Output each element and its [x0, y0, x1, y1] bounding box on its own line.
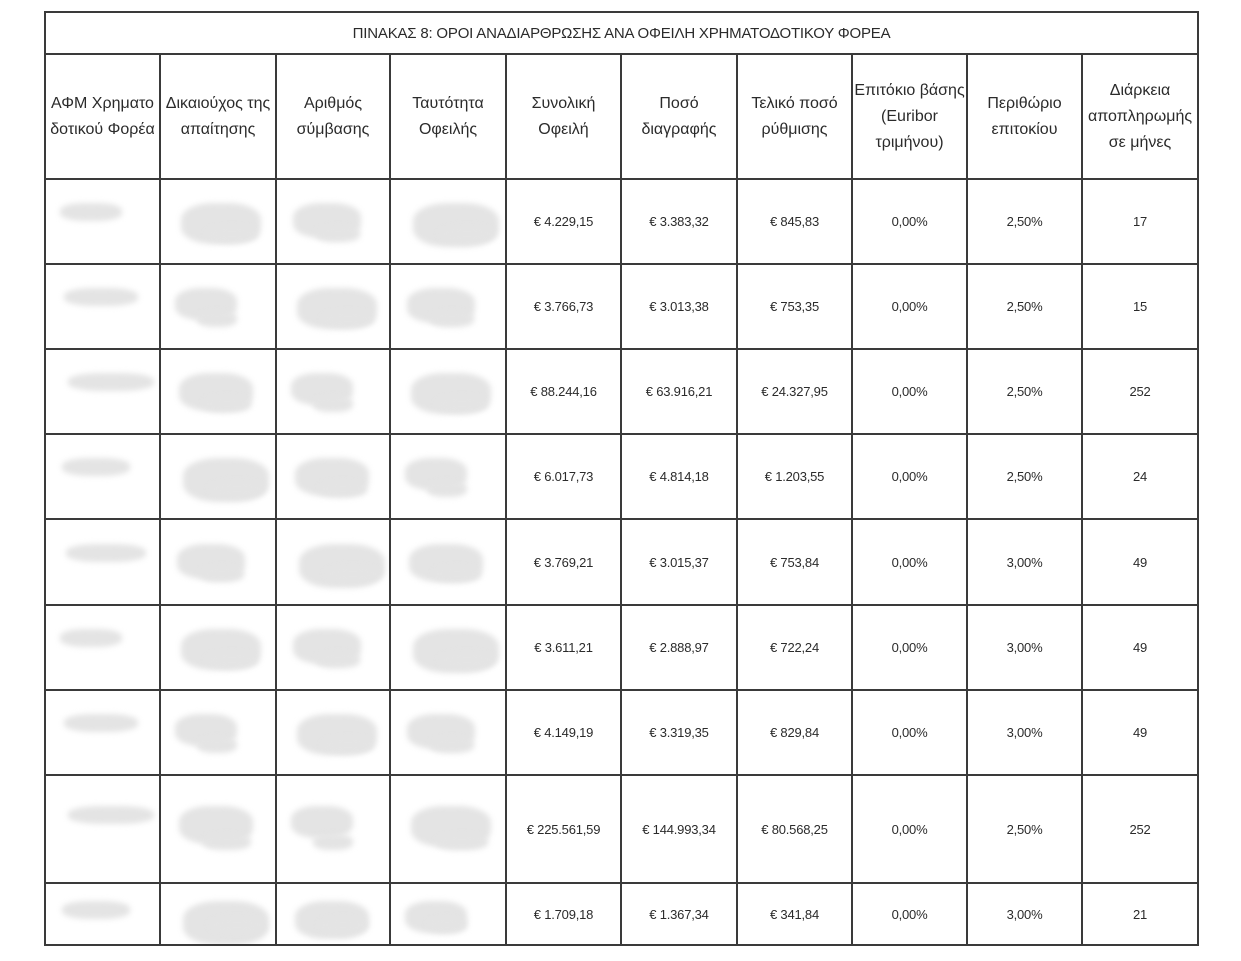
- header-final-amount: Τελικό ποσό ρύθμισης: [737, 54, 852, 179]
- margin-cell: 3,00%: [967, 690, 1082, 775]
- beneficiary-redacted-cell: [160, 434, 276, 519]
- base-rate-cell: 0,00%: [852, 519, 967, 605]
- total-debt-cell: € 3.611,21: [506, 605, 621, 690]
- base-rate-cell: 0,00%: [852, 883, 967, 945]
- duration-cell: 15: [1082, 264, 1198, 349]
- final-amount-cell: € 829,84: [737, 690, 852, 775]
- contract-redacted-cell: [276, 434, 390, 519]
- afm-redacted-cell: [45, 264, 160, 349]
- redaction-blur: [436, 834, 488, 850]
- debt-id-redacted-cell: [390, 883, 506, 945]
- margin-cell: 3,00%: [967, 883, 1082, 945]
- contract-redacted-cell: [276, 775, 390, 883]
- redaction-blur: [64, 714, 138, 732]
- table-body: [45, 179, 1198, 945]
- duration-cell: 252: [1082, 775, 1198, 883]
- redaction-blur: [68, 373, 154, 391]
- table-title: ΠΙΝΑΚΑΣ 8: ΟΡΟΙ ΑΝΑΔΙΑΡΘΡΩΣΗΣ ΑΝΑ ΟΦΕΙΛΗ ΧΡΗΜΑΤΟΔΟΤΙΚΟΥ ΦΟΡΕΑ: [45, 12, 1198, 54]
- total-debt-cell: € 1.709,18: [506, 883, 621, 945]
- debt-id-redacted-cell: [390, 349, 506, 434]
- duration-cell: 17: [1082, 179, 1198, 264]
- total-debt-cell: € 3.766,73: [506, 264, 621, 349]
- redaction-blur: [313, 834, 353, 850]
- writeoff-cell: € 3.319,35: [621, 690, 737, 775]
- margin-cell: 3,00%: [967, 605, 1082, 690]
- table-row: [45, 264, 1198, 349]
- writeoff-cell: € 1.367,34: [621, 883, 737, 945]
- table-row: [45, 883, 1198, 945]
- base-rate-cell: 0,00%: [852, 605, 967, 690]
- writeoff-cell: € 63.916,21: [621, 349, 737, 434]
- beneficiary-redacted-cell: [160, 519, 276, 605]
- duration-cell: 252: [1082, 349, 1198, 434]
- afm-redacted-cell: [45, 775, 160, 883]
- margin-cell: 2,50%: [967, 349, 1082, 434]
- writeoff-cell: € 2.888,97: [621, 605, 737, 690]
- afm-redacted-cell: [45, 434, 160, 519]
- header-duration: Διάρκεια αποπληρωμής σε μήνες: [1082, 54, 1198, 179]
- redaction-blur: [206, 652, 258, 668]
- final-amount-cell: € 1.203,55: [737, 434, 852, 519]
- redaction-blur: [60, 203, 122, 221]
- margin-cell: 2,50%: [967, 264, 1082, 349]
- total-debt-cell: € 88.244,16: [506, 349, 621, 434]
- redaction-blur: [439, 226, 495, 242]
- header-writeoff: Ποσό διαγραφής: [621, 54, 737, 179]
- base-rate-cell: 0,00%: [852, 690, 967, 775]
- table-row: [45, 349, 1198, 434]
- final-amount-cell: € 80.568,25: [737, 775, 852, 883]
- redaction-blur: [427, 917, 467, 933]
- writeoff-cell: € 144.993,34: [621, 775, 737, 883]
- table-row: [45, 519, 1198, 605]
- afm-redacted-cell: [45, 179, 160, 264]
- total-debt-cell: € 225.561,59: [506, 775, 621, 883]
- writeoff-cell: € 3.015,37: [621, 519, 737, 605]
- header-afm: ΑΦΜ Χρηματο δοτικού Φορέα: [45, 54, 160, 179]
- redaction-blur: [197, 737, 237, 753]
- contract-redacted-cell: [276, 519, 390, 605]
- afm-redacted-cell: [45, 519, 160, 605]
- redaction-blur: [316, 652, 360, 668]
- table-row: [45, 434, 1198, 519]
- beneficiary-redacted-cell: [160, 264, 276, 349]
- redaction-blur: [203, 834, 251, 850]
- afm-redacted-cell: [45, 883, 160, 945]
- writeoff-cell: € 3.383,32: [621, 179, 737, 264]
- final-amount-cell: € 24.327,95: [737, 349, 852, 434]
- table-row: [45, 179, 1198, 264]
- header-row: [45, 54, 1198, 179]
- redaction-blur: [60, 629, 122, 647]
- margin-cell: 3,00%: [967, 519, 1082, 605]
- base-rate-cell: 0,00%: [852, 434, 967, 519]
- redaction-blur: [322, 737, 374, 753]
- redaction-blur: [209, 917, 265, 933]
- debt-id-redacted-cell: [390, 519, 506, 605]
- debt-id-redacted-cell: [390, 690, 506, 775]
- redaction-blur: [200, 566, 244, 582]
- contract-redacted-cell: [276, 349, 390, 434]
- table-row: [45, 605, 1198, 690]
- total-debt-cell: € 4.149,19: [506, 690, 621, 775]
- redaction-blur: [436, 396, 488, 412]
- header-margin: Περιθώριο επιτοκίου: [967, 54, 1082, 179]
- table-row: [45, 690, 1198, 775]
- margin-cell: 2,50%: [967, 434, 1082, 519]
- header-contract-number: Αριθμός σύμβασης: [276, 54, 390, 179]
- final-amount-cell: € 722,24: [737, 605, 852, 690]
- redaction-blur: [430, 311, 474, 327]
- redaction-blur: [325, 566, 381, 582]
- header-beneficiary: Δικαιούχος της απαίτησης: [160, 54, 276, 179]
- restructuring-table: [44, 11, 1199, 946]
- redaction-blur: [313, 396, 353, 412]
- total-debt-cell: € 4.229,15: [506, 179, 621, 264]
- contract-redacted-cell: [276, 264, 390, 349]
- afm-redacted-cell: [45, 349, 160, 434]
- base-rate-cell: 0,00%: [852, 349, 967, 434]
- header-total-debt: Συνολική Οφειλή: [506, 54, 621, 179]
- beneficiary-redacted-cell: [160, 775, 276, 883]
- beneficiary-redacted-cell: [160, 179, 276, 264]
- debt-id-redacted-cell: [390, 264, 506, 349]
- base-rate-cell: 0,00%: [852, 775, 967, 883]
- final-amount-cell: € 845,83: [737, 179, 852, 264]
- contract-redacted-cell: [276, 605, 390, 690]
- base-rate-cell: 0,00%: [852, 179, 967, 264]
- contract-redacted-cell: [276, 883, 390, 945]
- margin-cell: 2,50%: [967, 179, 1082, 264]
- final-amount-cell: € 753,84: [737, 519, 852, 605]
- contract-redacted-cell: [276, 179, 390, 264]
- redaction-blur: [64, 288, 138, 306]
- redaction-blur: [197, 311, 237, 327]
- redaction-blur: [322, 311, 374, 327]
- duration-cell: 24: [1082, 434, 1198, 519]
- afm-redacted-cell: [45, 690, 160, 775]
- redaction-blur: [316, 226, 360, 242]
- beneficiary-redacted-cell: [160, 349, 276, 434]
- redaction-blur: [203, 396, 251, 412]
- writeoff-cell: € 4.814,18: [621, 434, 737, 519]
- header-debt-id: Ταυτότητα Οφειλής: [390, 54, 506, 179]
- debt-id-redacted-cell: [390, 605, 506, 690]
- redaction-blur: [62, 901, 130, 919]
- debt-id-redacted-cell: [390, 179, 506, 264]
- margin-cell: 2,50%: [967, 775, 1082, 883]
- table-row: [45, 775, 1198, 883]
- redaction-blur: [209, 481, 265, 497]
- redaction-blur: [439, 652, 495, 668]
- redaction-blur: [291, 806, 353, 838]
- debt-id-redacted-cell: [390, 434, 506, 519]
- beneficiary-redacted-cell: [160, 883, 276, 945]
- title-row: [45, 12, 1198, 54]
- total-debt-cell: € 3.769,21: [506, 519, 621, 605]
- redaction-blur: [427, 481, 467, 497]
- redaction-blur: [433, 566, 481, 582]
- redaction-blur: [62, 458, 130, 476]
- redaction-blur: [319, 481, 367, 497]
- final-amount-cell: € 753,35: [737, 264, 852, 349]
- base-rate-cell: 0,00%: [852, 264, 967, 349]
- duration-cell: 21: [1082, 883, 1198, 945]
- afm-redacted-cell: [45, 605, 160, 690]
- total-debt-cell: € 6.017,73: [506, 434, 621, 519]
- header-base-rate: Επιτόκιο βάσης (Euribor τριμήνου): [852, 54, 967, 179]
- duration-cell: 49: [1082, 605, 1198, 690]
- beneficiary-redacted-cell: [160, 690, 276, 775]
- final-amount-cell: € 341,84: [737, 883, 852, 945]
- writeoff-cell: € 3.013,38: [621, 264, 737, 349]
- duration-cell: 49: [1082, 690, 1198, 775]
- redaction-blur: [319, 917, 367, 933]
- duration-cell: 49: [1082, 519, 1198, 605]
- debt-id-redacted-cell: [390, 775, 506, 883]
- beneficiary-redacted-cell: [160, 605, 276, 690]
- redaction-blur: [430, 737, 474, 753]
- redaction-blur: [206, 226, 258, 242]
- redaction-blur: [66, 544, 146, 562]
- contract-redacted-cell: [276, 690, 390, 775]
- redaction-blur: [68, 806, 154, 824]
